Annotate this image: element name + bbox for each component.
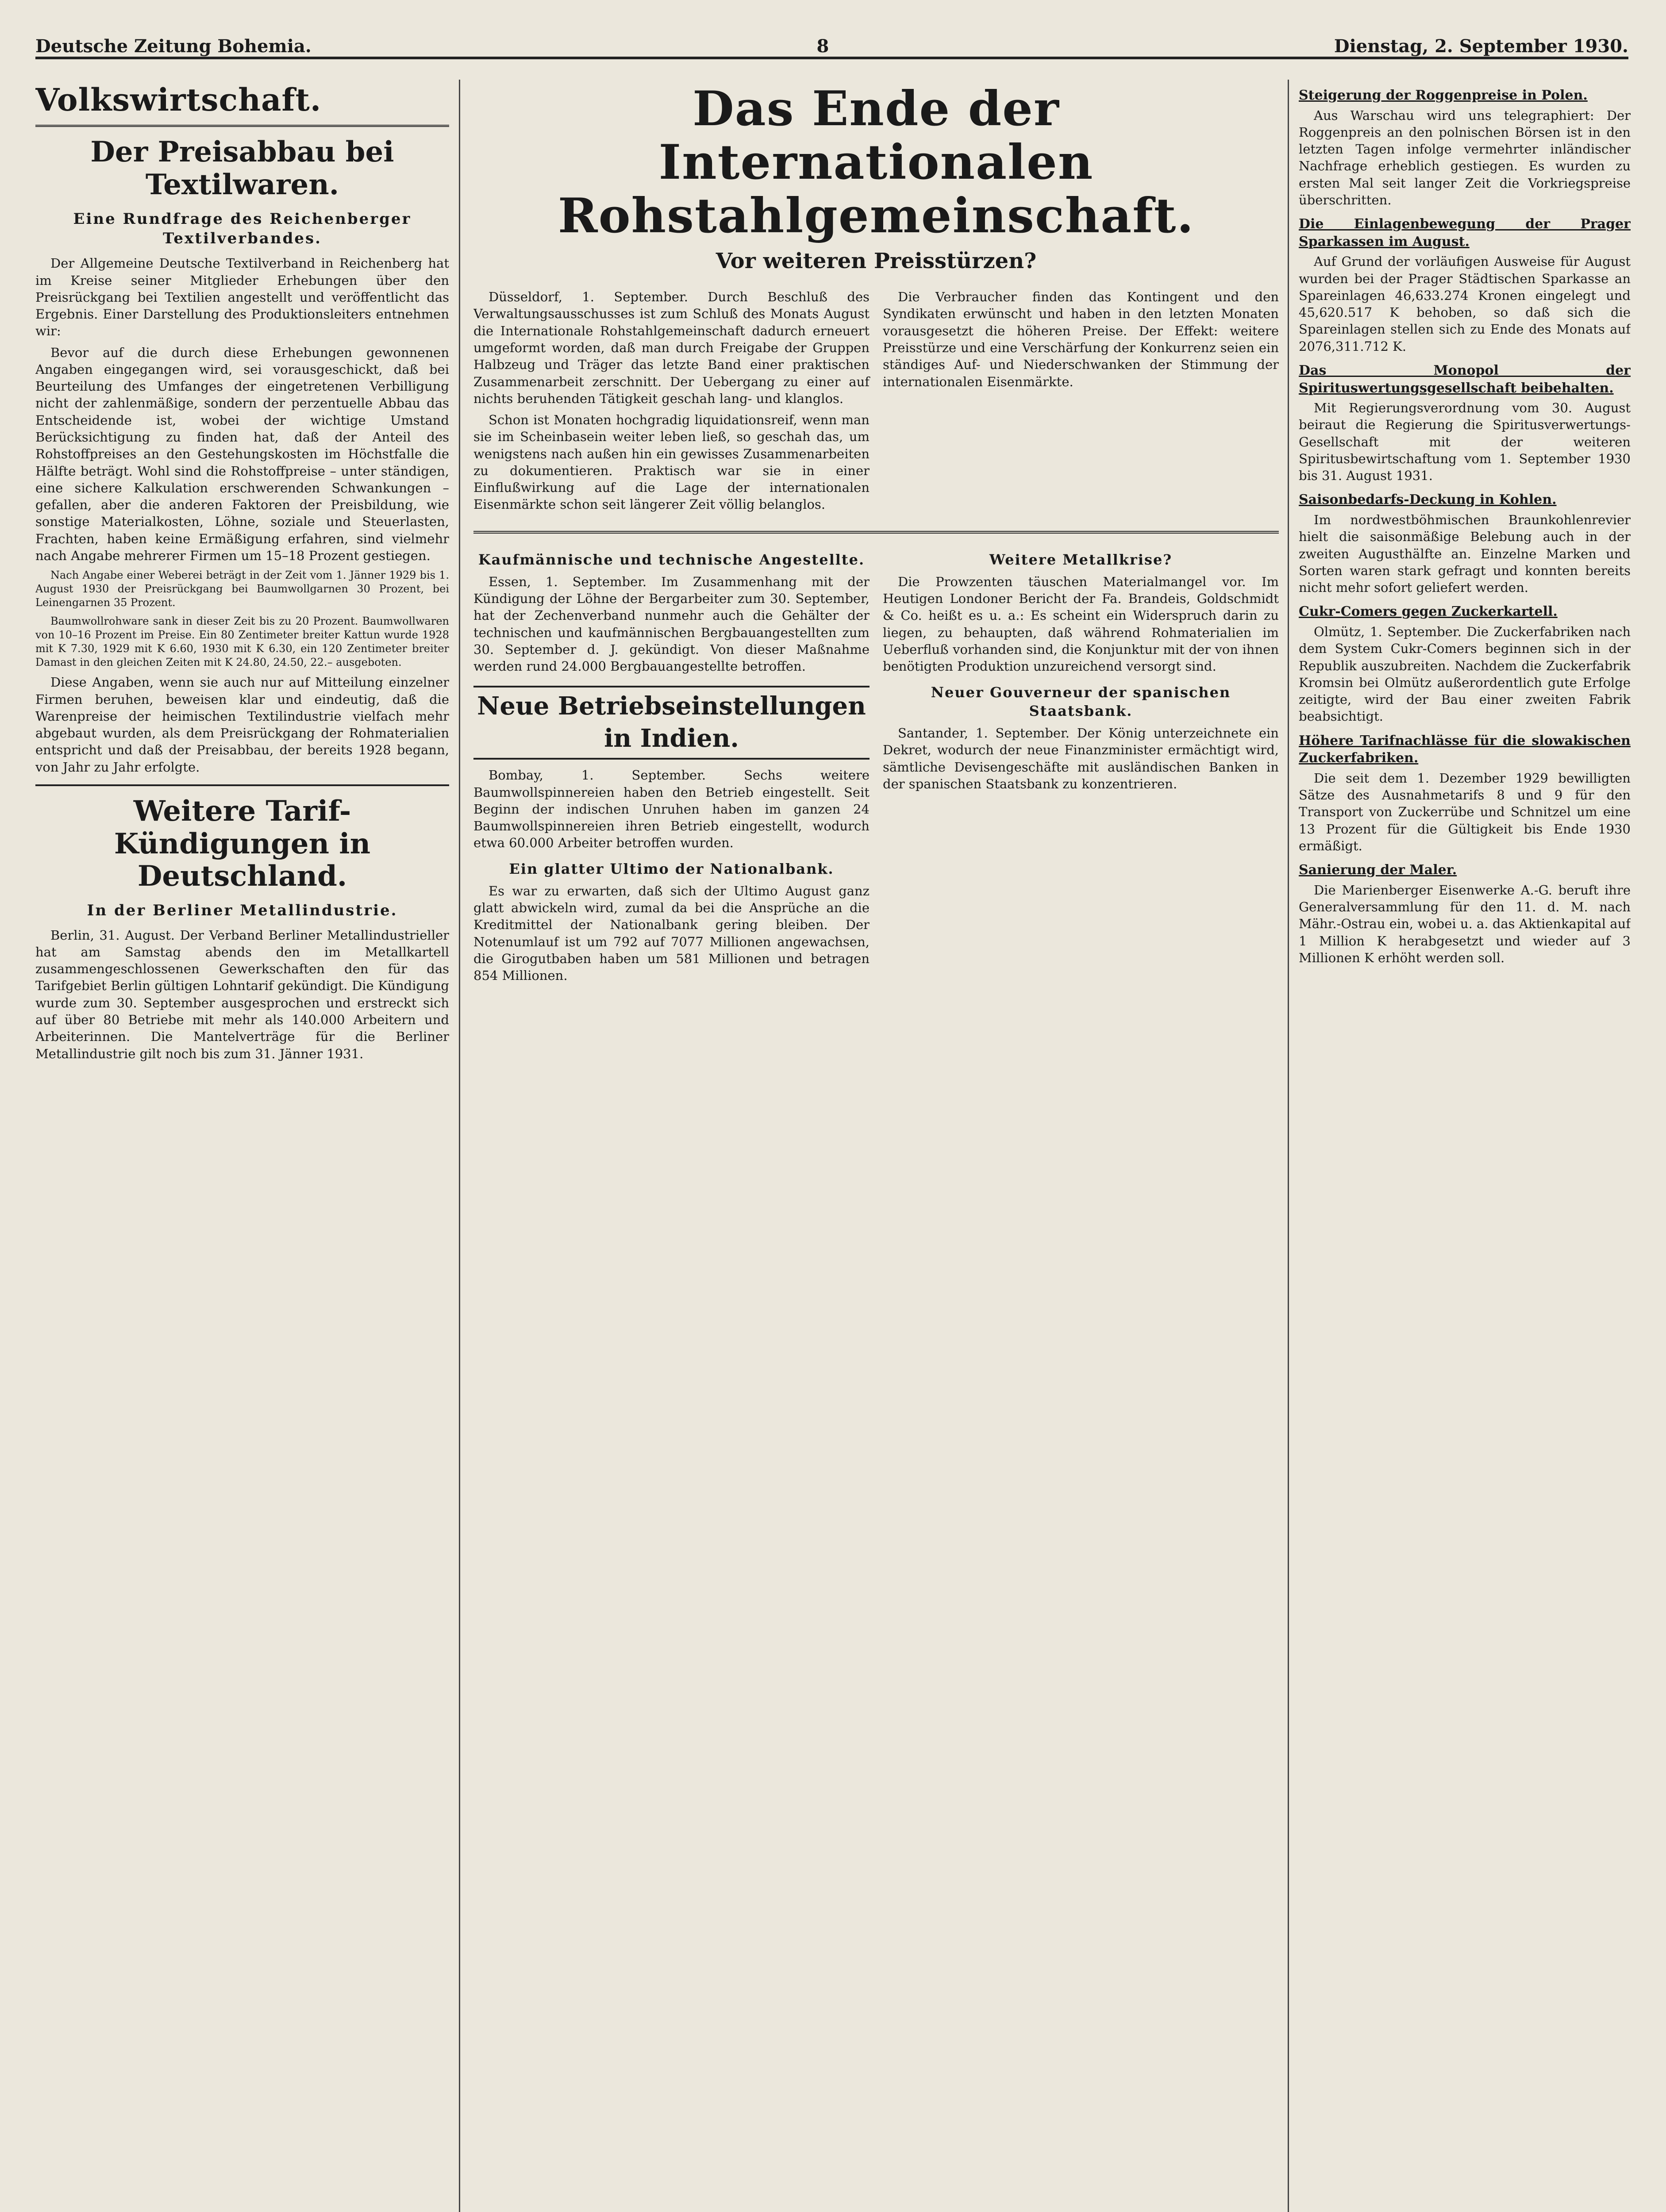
metal-headline: Weitere Metallkrise?	[989, 551, 1173, 568]
masthead	[35, 17, 1628, 59]
main-article-paragraph: Die Verbraucher finden das Kontingent und den Syndikaten erwünscht und haben in den letzten Monaten vorausgesetzt die höheren Preise. Der Effekt: weitere Preisstürze und eine Verschärfung der Konkurrenz seien ein ständiges Auf- und Niederschwanken der Stimmung der internationalen Eisenmärkte.	[883, 289, 1279, 389]
sugar-headline: Cukr-Comers gegen Zuckerkartell.	[1299, 604, 1558, 620]
employees-headline: Kaufmännische und technische Angestellte.	[478, 551, 865, 568]
bank-paragraph: Es war zu erwarten, daß sich der Ultimo August ganz glatt abwickeln wird, zumal da bei die Ansprüche an die Kreditmittel der Nationalbank gering bleiben. Der Notenumlauf ist um 792 auf 7077 Millionen angewachsen, die Girogutbaben haben um 581 Millionen und betragen 854 Millionen.	[473, 883, 870, 983]
textile-kicker: Eine Rundfrage des Reichenberger Textilverbandes.	[73, 210, 412, 248]
textile-paragraph: Bevor auf die durch diese Erhebungen gewonnenen Angaben eingegangen wird, sei vorausgeschickt, daß bei Beurteilung des Umfanges der eingetretenen Verbilligung nicht der zahlenmäßige, sondern der perzentuelle Abbau das Entscheidende ist, wobei der wichtige Umstand Berücksichtigung zu finden hat, daß der Anteil des Rohstoffpreises an den Gestehungskosten im Höchstfalle die Hälfte beträgt. Wohl sind die Rohstoffpreise – unter ständigen, eine sichere Kalkulation erschwerenden Schwankungen – gefallen, aber die anderen Faktoren der Preisbildung, wie sonstige Materialkosten, Löhne, soziale und Steuerlasten, Frachten, haben keine Ermäßigung erfahren, sind vielmehr nach Angabe mehrerer Firmen um 15–18 Prozent gestiegen.	[35, 345, 449, 563]
spain-paragraph: Santander, 1. September. Der König unterzeichnete ein Dekret, wodurch der neue Finanzminister ermächtigt wird, sämtliche Devisengeschäfte mit ausländischen Banken in der spanischen Staatsbank zu konzentrieren.	[883, 725, 1279, 791]
textile-paragraph: Baumwollrohware sank in dieser Zeit bis zu 20 Prozent. Baumwollwaren von 10–16 Prozent im Preise. Ein 80 Zentimeter breiter Kattun wurde 1928 mit K 7.30, 1929 mit K 6.60, 1930 mit K 6.30, ein 120 Zentimeter breiter Damast in den gleichen Zeiten mit K 24.80, 24.50, 22.– ausgeboten.	[35, 614, 449, 669]
rye-paragraph: Aus Warschau wird uns telegraphiert: Der Roggenpreis an den polnischen Börsen ist in den letzten Tagen infolge vermehrter inländischer Nachfrage erheblich gestiegen. Es wurden zu ersten Mal seit langer Zeit die Vorkriegspreise überschritten.	[1299, 108, 1631, 207]
savings-headline: Die Einlagenbewegung der Prager Sparkassen im August.	[1299, 216, 1631, 250]
coal-headline: Saisonbedarfs-Deckung in Kohlen.	[1299, 492, 1557, 508]
textile-headline: Der Preisabbau bei Textilwaren.	[90, 135, 394, 201]
bank-headline: Ein glatter Ultimo der Nationalbank.	[509, 860, 834, 877]
savings-paragraph: Auf Grund der vorläufigen Ausweise für August wurden bei der Prager Städtischen Sparkasse an Spareinlagen 46,633.274 Kronen eingelegt und 45,620.517 K behoben, so daß sich die Spareinlagen stellen sich zu Ende des Monats auf 2076,311.712 K.	[1299, 254, 1631, 354]
tarif-kicker: In der Berliner Metallindustrie.	[87, 901, 398, 919]
main-subheadline: Vor weiteren Preisstürzen?	[716, 248, 1037, 273]
spain-headline: Neuer Gouverneur der spanischen Staatsbank.	[931, 684, 1231, 719]
rye-headline: Steigerung der Roggenpreise in Polen.	[1299, 88, 1588, 103]
tariff-headline: Höhere Tarifnachlässe für die slowakischen Zuckerfabriken.	[1299, 733, 1631, 766]
rehabilitation-headline: Sanierung der Maler.	[1299, 862, 1457, 878]
lower-articles	[473, 542, 1279, 989]
tarif-paragraph: Berlin, 31. August. Der Verband Berliner Metallindustrieller hat am Samstag abends den im Metallkartell zusammengeschlossenen Gewerkschaften den für das Tarifgebiet Berlin gültigen Lohntarif gekündigt. Die Kündigung wurde zum 30. September ausgesprochen und erstreckt sich auf über 80 Betriebe mit mehr als 140.000 Arbeitern und Arbeiterinnen. Die Mantelverträge für die Berliner Metallindustrie gilt noch bis zum 31. Jänner 1931.	[35, 927, 449, 1061]
tarif-headline: Weitere Tarif-Kündigungen in Deutschland.	[114, 795, 371, 893]
india-paragraph: Bombay, 1. September. Sechs weitere Baumwollspinnereien haben den Betrieb eingestellt. Seit Beginn der indischen Unruhen haben im ganzen 24 Baumwollspinnereien ihren Betrieb eingestellt, wodurch etwa 60.000 Arbeiter betroffen wurden.	[473, 768, 870, 851]
page-number: 8	[816, 36, 829, 57]
masthead-title: Deutsche Zeitung Bohemia.	[35, 36, 312, 57]
employees-paragraph: Essen, 1. September. Im Zusammenhang mit der Kündigung der Löhne der Bergarbeiter zum 30. September, hat der Zechenverband nunmehr auch die Gehälter der technischen und kaufmännischen Bergbauangestellten zum 30. September d. J. gekündigt. Von dieser Maßnahme werden rund 24.000 Bergbauangestellte betroffen.	[473, 574, 870, 674]
main-headline: Das Ende der Internationalen Rohstahlgemeinschaft.	[558, 81, 1195, 244]
coal-paragraph: Im nordwestböhmischen Braunkohlenrevier hielt die saisonmäßige Belebung auch in der zweiten Augusthälfte an. Einzelne Marken und Sorten waren stark gefragt und konnten bereits nicht mehr sofort geliefert werden.	[1299, 512, 1631, 595]
left-column	[35, 80, 460, 2212]
tariff-paragraph: Die seit dem 1. Dezember 1929 bewilligten Sätze des Ausnahmetarifs 8 und 9 für den Transport von Zuckerrübe und Schnitzel um eine 13 Prozent für die Gültigkeit bis Ende 1930 ermäßigt.	[1299, 770, 1631, 853]
divider	[473, 531, 1279, 534]
section-rubric: Volkswirtschaft.	[35, 80, 449, 127]
divider	[35, 784, 449, 786]
main-article-paragraph: Schon ist Monaten hochgradig liquidationsreif, wenn man sie im Scheinbasein weiter leben ließ, so geschah das, um wenigstens nach außen hin ein gewisses Zusammenarbeiten zu dokumentieren. Praktisch war sie in einer Einflußwirkung auf die Lage der internationalen Eisenmärkte schon seit längerer Zeit völlig belanglos.	[473, 412, 870, 512]
middle-column	[473, 80, 1279, 2212]
sugar-paragraph: Olmütz, 1. September. Die Zuckerfabriken nach dem System Cukr-Comers beginnen sich in der Republik auszubreiten. Nachdem die Zuckerfabrik Kromsin bei Olmütz außerordentlich gute Erfolge zeitigte, wird der Bau einer zweiten Fabrik beabsichtigt.	[1299, 624, 1631, 724]
masthead-date: Dienstag, 2. September 1930.	[1334, 36, 1628, 57]
metal-paragraph: Die Prowzenten täuschen Materialmangel vor. Im Heutigen Londoner Bericht der Fa. Brandeis, Goldschmidt & Co. heißt es u. a.: Es scheint ein Widerspruch darin zu liegen, zu behaupten, daß während Rohmaterialien im Ueberfluß vorhanden sind, die Konjunktur mit der von ihnen benötigten Produktion unzureichend versorgt sind.	[883, 574, 1279, 674]
textile-paragraph: Der Allgemeine Deutsche Textilverband in Reichenberg hat im Kreise seiner Mitglieder Erhebungen über den Preisrückgang bei Textilien angestellt und veröffentlicht das Ergebnis. Einer Darstellung des Produktionsleiters entnehmen wir:	[35, 256, 449, 339]
rehabilitation-paragraph: Die Marienberger Eisenwerke A.-G. beruft ihre Generalversammlung für den 11. d. M. nach Mähr.-Ostrau ein, wobei u. a. das Aktienkapital auf 1 Million K herabgesetzt und wieder auf 3 Millionen K erhöht werden soll.	[1299, 882, 1631, 965]
main-article-body	[473, 288, 1279, 517]
right-column	[1288, 80, 1631, 2212]
spirits-paragraph: Mit Regierungsverordnung vom 30. August beiraut die Regierung die Spiritusverwertungs-Gesellschaft mit der weiteren Spiritusbewirtschaftung vom 1. September 1930 bis 31. August 1931.	[1299, 400, 1631, 484]
spirits-headline: Das Monopol der Spirituswertungsgesellschaft beibehalten.	[1299, 362, 1631, 396]
main-article-paragraph: Düsseldorf, 1. September. Durch Beschluß des Verwaltungsausschusses ist zum Schluß des Monats August die Internationale Rohstahlgemeinschaft dadurch erneuert umgeformt worden, daß man durch Freigabe der Gruppen Halbzeug und Träger das letzte Band einer praktischen Zusammenarbeit zerschnitt. Der Uebergang zu einer auf nichts beruhenden Tätigkeit geschah lang- und klanglos.	[473, 289, 870, 406]
india-headline: Neue Betriebseinstellungen in Indien.	[473, 686, 870, 760]
textile-paragraph: Nach Angabe einer Weberei beträgt in der Zeit vom 1. Jänner 1929 bis 1. August 1930 der Preisrückgang bei Baumwollgarnen 30 Prozent, bei Leinengarnen 35 Prozent.	[35, 569, 449, 609]
textile-paragraph: Diese Angaben, wenn sie auch nur auf Mitteilung einzelner Firmen beruhen, beweisen klar und eindeutig, daß die Warenpreise der heimischen Textilindustrie vielfach mehr abgebaut wurden, als dem Preisrückgang der Rohmaterialien entspricht und daß der Preisabbau, der bereits 1928 begann, von Jahr zu Jahr erfolgte.	[35, 675, 449, 775]
